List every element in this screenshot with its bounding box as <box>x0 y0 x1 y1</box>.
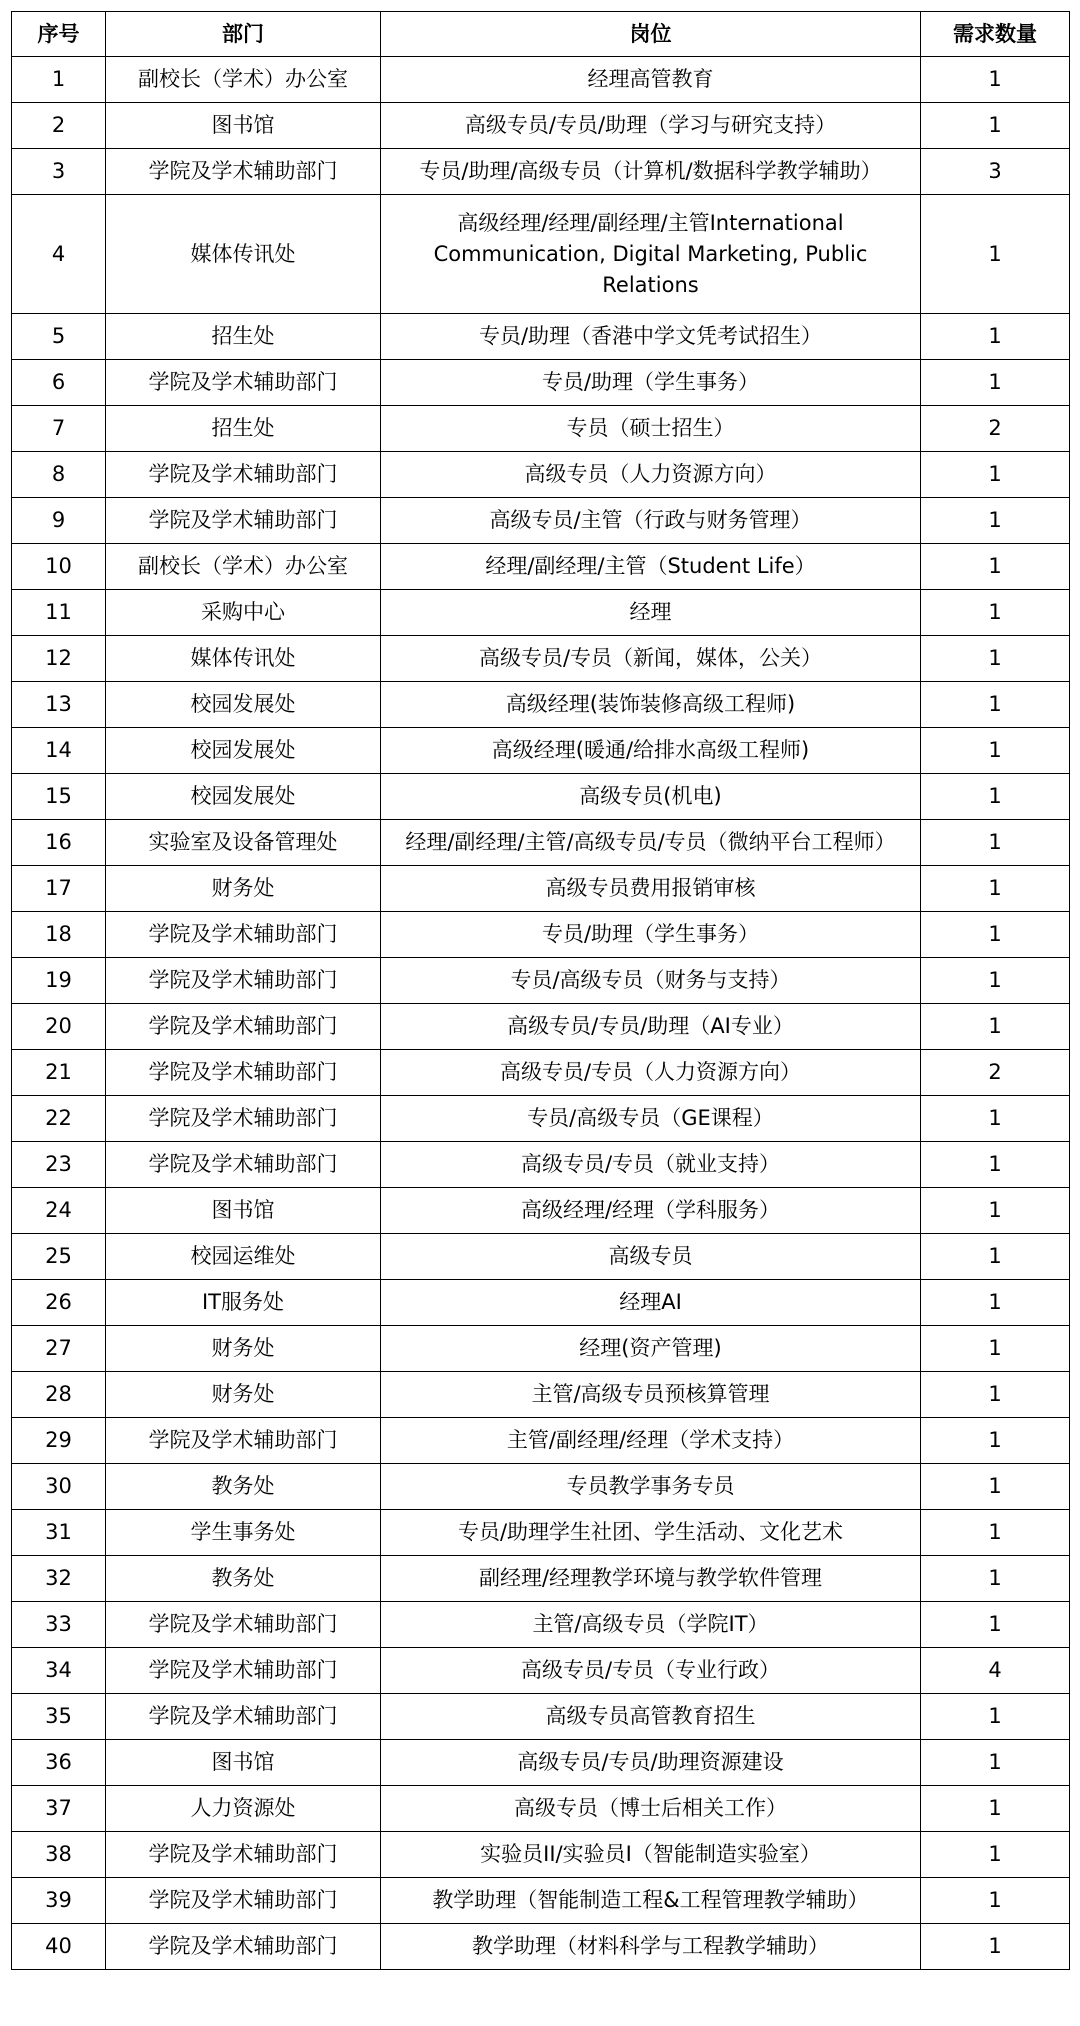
cell-index: 20 <box>12 1004 106 1050</box>
cell-count: 1 <box>921 728 1070 774</box>
cell-department: 招生处 <box>106 314 381 360</box>
cell-index: 21 <box>12 1050 106 1096</box>
table-row <box>12 820 1070 866</box>
cell-department: 财务处 <box>106 1326 381 1372</box>
cell-index: 35 <box>12 1694 106 1740</box>
cell-department: 学院及学术辅助部门 <box>106 958 381 1004</box>
cell-position: 经理/副经理/主管（Student Life） <box>381 544 921 590</box>
cell-count: 1 <box>921 1326 1070 1372</box>
cell-department: 学院及学术辅助部门 <box>106 1648 381 1694</box>
cell-count: 1 <box>921 57 1070 103</box>
cell-department: 图书馆 <box>106 1188 381 1234</box>
cell-index: 16 <box>12 820 106 866</box>
job-openings-table <box>11 11 1070 1970</box>
cell-count: 1 <box>921 360 1070 406</box>
cell-position: 专员/助理学生社团、学生活动、文化艺术 <box>381 1510 921 1556</box>
table-row <box>12 1188 1070 1234</box>
cell-department: 采购中心 <box>106 590 381 636</box>
cell-index: 36 <box>12 1740 106 1786</box>
table-row <box>12 1878 1070 1924</box>
table-row <box>12 1740 1070 1786</box>
cell-count: 1 <box>921 636 1070 682</box>
cell-department: 副校长（学术）办公室 <box>106 544 381 590</box>
cell-position: 经理 <box>381 590 921 636</box>
cell-position: 专员（硕士招生） <box>381 406 921 452</box>
cell-department: 学院及学术辅助部门 <box>106 1694 381 1740</box>
cell-department: 教务处 <box>106 1556 381 1602</box>
cell-position: 专员/助理/高级专员（计算机/数据科学教学辅助） <box>381 149 921 195</box>
cell-department: 学院及学术辅助部门 <box>106 1418 381 1464</box>
cell-index: 18 <box>12 912 106 958</box>
cell-position: 高级专员/专员/助理（学习与研究支持） <box>381 103 921 149</box>
table-row <box>12 1372 1070 1418</box>
cell-department: 招生处 <box>106 406 381 452</box>
table-row <box>12 590 1070 636</box>
table-row <box>12 1004 1070 1050</box>
cell-index: 38 <box>12 1832 106 1878</box>
cell-department: 人力资源处 <box>106 1786 381 1832</box>
cell-count: 2 <box>921 1050 1070 1096</box>
table-row <box>12 360 1070 406</box>
cell-position: 实验员II/实验员I（智能制造实验室） <box>381 1832 921 1878</box>
table-row <box>12 544 1070 590</box>
cell-position: 高级专员/主管（行政与财务管理） <box>381 498 921 544</box>
cell-position: 高级经理/经理/副经理/主管International Communication, Digital Marketing, Public Relations <box>381 195 921 314</box>
table-row <box>12 958 1070 1004</box>
cell-department: 财务处 <box>106 866 381 912</box>
cell-position: 高级经理(装饰装修高级工程师) <box>381 682 921 728</box>
cell-department: 学院及学术辅助部门 <box>106 360 381 406</box>
job-openings-sheet <box>11 11 1069 2015</box>
cell-department: 学院及学术辅助部门 <box>106 1878 381 1924</box>
cell-department: 实验室及设备管理处 <box>106 820 381 866</box>
cell-index: 17 <box>12 866 106 912</box>
cell-department: 学院及学术辅助部门 <box>106 1142 381 1188</box>
cell-index: 19 <box>12 958 106 1004</box>
cell-position: 高级专员/专员（人力资源方向） <box>381 1050 921 1096</box>
cell-index: 23 <box>12 1142 106 1188</box>
cell-department: 财务处 <box>106 1372 381 1418</box>
cell-department: 图书馆 <box>106 103 381 149</box>
cell-count: 1 <box>921 1832 1070 1878</box>
cell-index: 33 <box>12 1602 106 1648</box>
table-header <box>12 12 1070 57</box>
cell-index: 13 <box>12 682 106 728</box>
cell-count: 1 <box>921 1142 1070 1188</box>
cell-count: 1 <box>921 1372 1070 1418</box>
cell-position: 高级专员（人力资源方向） <box>381 452 921 498</box>
table-row <box>12 1142 1070 1188</box>
table-row <box>12 1280 1070 1326</box>
cell-department: 校园发展处 <box>106 682 381 728</box>
cell-position: 高级经理(暖通/给排水高级工程师) <box>381 728 921 774</box>
cell-department: 学院及学术辅助部门 <box>106 1050 381 1096</box>
header-row <box>12 12 1070 57</box>
cell-index: 25 <box>12 1234 106 1280</box>
cell-position: 专员教学事务专员 <box>381 1464 921 1510</box>
table-row <box>12 1786 1070 1832</box>
cell-index: 11 <box>12 590 106 636</box>
cell-position: 专员/助理（学生事务） <box>381 912 921 958</box>
cell-count: 1 <box>921 195 1070 314</box>
cell-count: 2 <box>921 406 1070 452</box>
table-row <box>12 406 1070 452</box>
header-index: 序号 <box>12 12 106 57</box>
table-row <box>12 1602 1070 1648</box>
cell-count: 1 <box>921 590 1070 636</box>
table-row <box>12 774 1070 820</box>
cell-position: 经理(资产管理) <box>381 1326 921 1372</box>
table-body <box>12 57 1070 1970</box>
table-row <box>12 1510 1070 1556</box>
table-row <box>12 1924 1070 1970</box>
cell-department: 学院及学术辅助部门 <box>106 452 381 498</box>
cell-count: 1 <box>921 544 1070 590</box>
cell-index: 26 <box>12 1280 106 1326</box>
cell-count: 1 <box>921 1786 1070 1832</box>
cell-count: 1 <box>921 1924 1070 1970</box>
cell-count: 1 <box>921 774 1070 820</box>
cell-position: 教学助理（材料科学与工程教学辅助） <box>381 1924 921 1970</box>
table-row <box>12 866 1070 912</box>
cell-department: 媒体传讯处 <box>106 636 381 682</box>
table-row <box>12 498 1070 544</box>
cell-department: 副校长（学术）办公室 <box>106 57 381 103</box>
cell-position: 教学助理（智能制造工程&工程管理教学辅助） <box>381 1878 921 1924</box>
cell-department: 图书馆 <box>106 1740 381 1786</box>
cell-index: 3 <box>12 149 106 195</box>
cell-department: 校园发展处 <box>106 774 381 820</box>
cell-department: 学院及学术辅助部门 <box>106 912 381 958</box>
cell-position: 专员/助理（香港中学文凭考试招生） <box>381 314 921 360</box>
cell-count: 1 <box>921 866 1070 912</box>
cell-position: 主管/高级专员（学院IT） <box>381 1602 921 1648</box>
cell-count: 1 <box>921 1188 1070 1234</box>
table-row <box>12 1326 1070 1372</box>
cell-count: 1 <box>921 1556 1070 1602</box>
table-row <box>12 149 1070 195</box>
table-row <box>12 1234 1070 1280</box>
cell-department: 学院及学术辅助部门 <box>106 498 381 544</box>
cell-count: 1 <box>921 103 1070 149</box>
cell-department: 学院及学术辅助部门 <box>106 1832 381 1878</box>
cell-position: 专员/助理（学生事务） <box>381 360 921 406</box>
cell-department: 媒体传讯处 <box>106 195 381 314</box>
cell-count: 1 <box>921 1096 1070 1142</box>
cell-position: 副经理/经理教学环境与教学软件管理 <box>381 1556 921 1602</box>
table-row <box>12 1648 1070 1694</box>
cell-index: 37 <box>12 1786 106 1832</box>
header-department: 部门 <box>106 12 381 57</box>
cell-position: 高级专员高管教育招生 <box>381 1694 921 1740</box>
cell-department: 学院及学术辅助部门 <box>106 1602 381 1648</box>
cell-count: 1 <box>921 958 1070 1004</box>
cell-count: 1 <box>921 912 1070 958</box>
cell-index: 22 <box>12 1096 106 1142</box>
cell-index: 6 <box>12 360 106 406</box>
cell-position: 高级专员(机电) <box>381 774 921 820</box>
cell-index: 14 <box>12 728 106 774</box>
cell-count: 1 <box>921 1878 1070 1924</box>
cell-count: 1 <box>921 1418 1070 1464</box>
cell-department: 教务处 <box>106 1464 381 1510</box>
table-row <box>12 314 1070 360</box>
cell-count: 1 <box>921 1280 1070 1326</box>
cell-position: 高级专员/专员（专业行政） <box>381 1648 921 1694</box>
table-row <box>12 1418 1070 1464</box>
cell-count: 3 <box>921 149 1070 195</box>
cell-position: 高级专员/专员/助理（AI专业） <box>381 1004 921 1050</box>
cell-index: 40 <box>12 1924 106 1970</box>
cell-position: 高级专员/专员/助理资源建设 <box>381 1740 921 1786</box>
cell-index: 15 <box>12 774 106 820</box>
cell-count: 1 <box>921 682 1070 728</box>
cell-department: 校园发展处 <box>106 728 381 774</box>
header-position: 岗位 <box>381 12 921 57</box>
table-row <box>12 57 1070 103</box>
cell-position: 经理/副经理/主管/高级专员/专员（微纳平台工程师） <box>381 820 921 866</box>
cell-count: 1 <box>921 1004 1070 1050</box>
cell-position: 专员/高级专员（GE课程） <box>381 1096 921 1142</box>
cell-index: 12 <box>12 636 106 682</box>
cell-department: 学院及学术辅助部门 <box>106 149 381 195</box>
cell-department: 学院及学术辅助部门 <box>106 1096 381 1142</box>
cell-index: 2 <box>12 103 106 149</box>
cell-position: 主管/副经理/经理（学术支持） <box>381 1418 921 1464</box>
cell-index: 24 <box>12 1188 106 1234</box>
header-count: 需求数量 <box>921 12 1070 57</box>
cell-department: 学院及学术辅助部门 <box>106 1004 381 1050</box>
cell-position: 高级专员/专员（就业支持） <box>381 1142 921 1188</box>
cell-position: 专员/高级专员（财务与支持） <box>381 958 921 1004</box>
cell-index: 1 <box>12 57 106 103</box>
cell-department: 校园运维处 <box>106 1234 381 1280</box>
cell-count: 1 <box>921 820 1070 866</box>
cell-count: 1 <box>921 1464 1070 1510</box>
cell-index: 28 <box>12 1372 106 1418</box>
table-row <box>12 912 1070 958</box>
table-row <box>12 1050 1070 1096</box>
cell-position: 经理AI <box>381 1280 921 1326</box>
cell-position: 高级专员费用报销审核 <box>381 866 921 912</box>
cell-department: IT服务处 <box>106 1280 381 1326</box>
table-row <box>12 728 1070 774</box>
table-row <box>12 103 1070 149</box>
cell-index: 9 <box>12 498 106 544</box>
cell-department: 学院及学术辅助部门 <box>106 1924 381 1970</box>
cell-count: 1 <box>921 1234 1070 1280</box>
cell-count: 1 <box>921 452 1070 498</box>
table-row <box>12 452 1070 498</box>
cell-index: 8 <box>12 452 106 498</box>
cell-index: 29 <box>12 1418 106 1464</box>
table-row <box>12 1464 1070 1510</box>
cell-department: 学生事务处 <box>106 1510 381 1556</box>
cell-index: 5 <box>12 314 106 360</box>
cell-index: 39 <box>12 1878 106 1924</box>
cell-index: 7 <box>12 406 106 452</box>
cell-count: 4 <box>921 1648 1070 1694</box>
cell-index: 32 <box>12 1556 106 1602</box>
cell-position: 经理高管教育 <box>381 57 921 103</box>
table-row <box>12 1694 1070 1740</box>
cell-index: 34 <box>12 1648 106 1694</box>
cell-index: 30 <box>12 1464 106 1510</box>
cell-count: 1 <box>921 1740 1070 1786</box>
cell-position: 主管/高级专员预核算管理 <box>381 1372 921 1418</box>
cell-position: 高级专员 <box>381 1234 921 1280</box>
cell-index: 31 <box>12 1510 106 1556</box>
table-row <box>12 682 1070 728</box>
cell-index: 10 <box>12 544 106 590</box>
cell-count: 1 <box>921 1510 1070 1556</box>
cell-count: 1 <box>921 314 1070 360</box>
cell-count: 1 <box>921 1602 1070 1648</box>
cell-position: 高级专员/专员（新闻，媒体，公关） <box>381 636 921 682</box>
table-row <box>12 1832 1070 1878</box>
cell-count: 1 <box>921 498 1070 544</box>
cell-index: 4 <box>12 195 106 314</box>
cell-position: 高级经理/经理（学科服务） <box>381 1188 921 1234</box>
table-row <box>12 1096 1070 1142</box>
cell-position: 高级专员（博士后相关工作） <box>381 1786 921 1832</box>
table-row <box>12 636 1070 682</box>
table-row <box>12 195 1070 314</box>
table-row <box>12 1556 1070 1602</box>
cell-index: 27 <box>12 1326 106 1372</box>
cell-count: 1 <box>921 1694 1070 1740</box>
